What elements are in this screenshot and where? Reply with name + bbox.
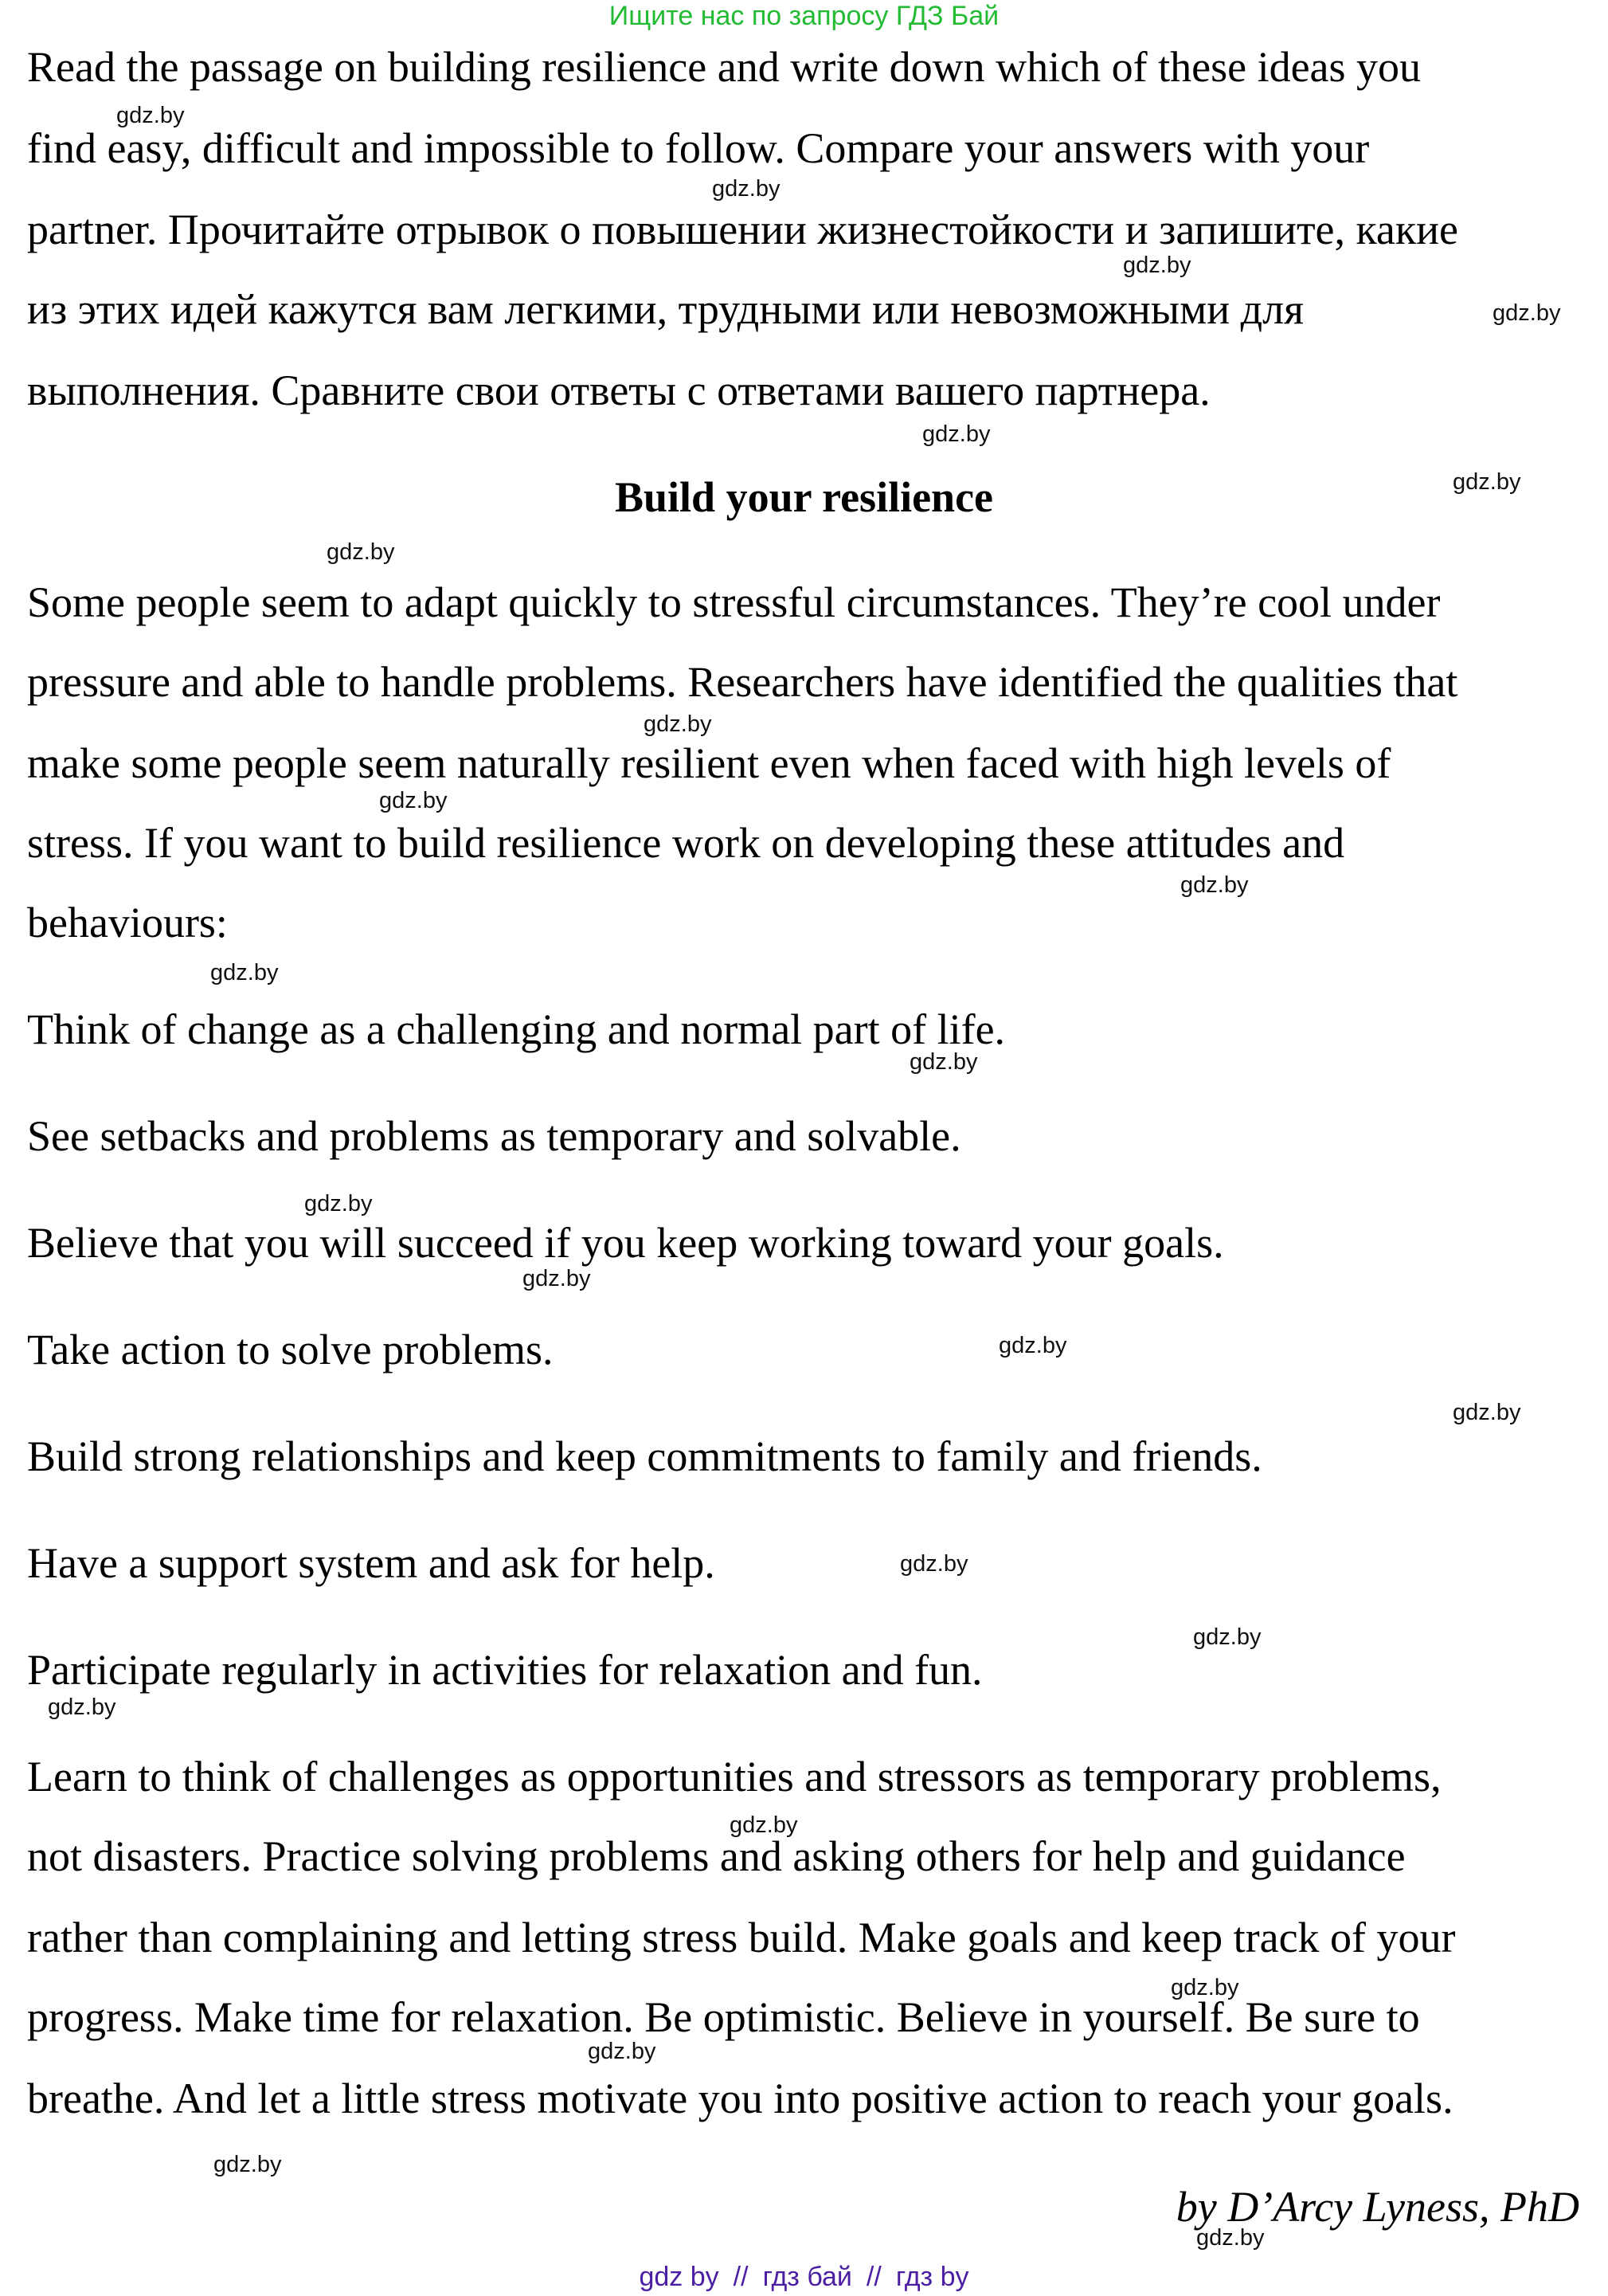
watermark: gdz.by — [1453, 1400, 1521, 1425]
watermark: gdz.by — [644, 711, 712, 737]
watermark: gdz.by — [210, 960, 279, 985]
watermark: gdz.by — [1196, 2225, 1265, 2251]
watermark: gdz.by — [304, 1191, 373, 1217]
watermark: gdz.by — [999, 1333, 1067, 1358]
conclusion-line: rather than complaining and letting stress build. Make goals and keep track of your — [27, 1914, 1456, 1961]
top-banner[interactable]: Ищите нас по запросу ГДЗ Бай — [608, 1, 1000, 31]
watermark: gdz.by — [1123, 253, 1191, 278]
watermark: gdz.by — [116, 103, 185, 128]
instructions-line: из этих идей кажутся вам легкими, трудными или невозможными для — [27, 285, 1304, 333]
instructions-line: выполнения. Сравните свои ответы с ответами вашего партнера. — [27, 366, 1211, 414]
footer-link-gdz-by[interactable]: gdz by — [639, 2262, 719, 2292]
conclusion-line: breathe. And let a little stress motivate you into positive action to reach your goals. — [27, 2075, 1453, 2122]
intro-line: make some people seem naturally resilient even when faced with high levels of — [27, 739, 1391, 787]
tip-item: Think of change as a challenging and normal part of life. — [27, 1005, 1006, 1053]
conclusion-line: progress. Make time for relaxation. Be optimistic. Believe in yourself. Be sure to — [27, 1993, 1420, 2041]
intro-line: pressure and able to handle problems. Researchers have identified the qualities that — [27, 658, 1458, 706]
watermark: gdz.by — [213, 2152, 282, 2177]
author-credit: by D’Arcy Lyness, PhD — [1176, 2183, 1579, 2231]
watermark: gdz.by — [1171, 1975, 1239, 2000]
watermark: gdz.by — [327, 539, 395, 565]
watermark: gdz.by — [588, 2039, 656, 2064]
intro-line: stress. If you want to build resilience work on developing these attitudes and — [27, 819, 1345, 867]
watermark: gdz.by — [1493, 300, 1561, 326]
instructions-line: Read the passage on building resilience and write down which of these ideas you — [27, 43, 1422, 91]
watermark: gdz.by — [900, 1551, 968, 1577]
intro-line: behaviours: — [27, 899, 228, 946]
instructions-line: find easy, difficult and impossible to follow. Compare your answers with your — [27, 124, 1370, 172]
watermark: gdz.by — [522, 1266, 591, 1291]
tip-item: Believe that you will succeed if you keep working toward your goals. — [27, 1219, 1224, 1267]
footer-separator: // — [866, 2262, 882, 2292]
footer-separator: // — [733, 2262, 749, 2292]
footer-link-gdz-by-cyr[interactable]: гдз by — [895, 2262, 969, 2292]
footer-link-gdz-bay[interactable]: гдз бай — [762, 2262, 852, 2292]
tip-item: Have a support system and ask for help. — [27, 1539, 715, 1587]
watermark: gdz.by — [1193, 1624, 1262, 1650]
tip-item: Take action to solve problems. — [27, 1326, 554, 1373]
article-title: Build your resilience — [614, 473, 994, 521]
watermark: gdz.by — [1453, 469, 1521, 495]
watermark: gdz.by — [922, 421, 991, 447]
tip-item: See setbacks and problems as temporary and solvable. — [27, 1112, 961, 1160]
watermark: gdz.by — [712, 176, 781, 202]
watermark: gdz.by — [910, 1049, 978, 1075]
footer-links — [0, 2261, 1608, 2293]
watermark: gdz.by — [730, 1812, 798, 1838]
watermark: gdz.by — [48, 1695, 116, 1720]
instructions-line: partner. Прочитайте отрывок о повышении жизнестойкости и запишите, какие — [27, 206, 1459, 253]
conclusion-line: not disasters. Practice solving problems and asking others for help and guidance — [27, 1832, 1406, 1880]
tip-item: Participate regularly in activities for relaxation and fun. — [27, 1646, 983, 1694]
watermark: gdz.by — [1180, 872, 1249, 898]
conclusion-line: Learn to think of challenges as opportunities and stressors as temporary problems, — [27, 1753, 1442, 1800]
tip-item: Build strong relationships and keep commitments to family and friends. — [27, 1432, 1262, 1480]
watermark: gdz.by — [379, 788, 448, 813]
intro-line: Some people seem to adapt quickly to stressful circumstances. They’re cool under — [27, 578, 1441, 626]
